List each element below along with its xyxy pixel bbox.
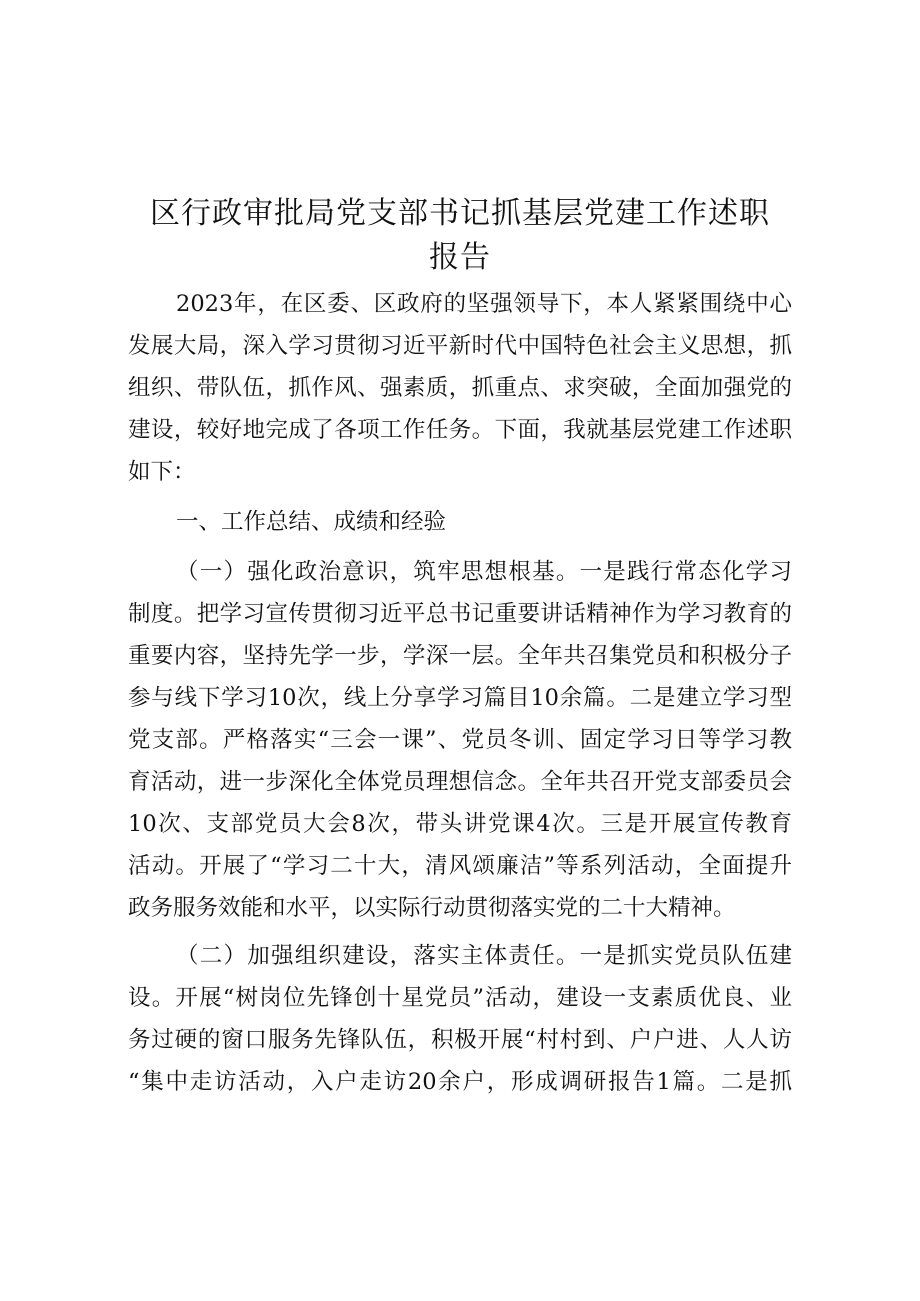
paragraph-line: 务过硬的窗口服务先锋队伍，积极开展“村村到、户户进、人人访 [128,1027,792,1053]
paragraph-line: （二）加强组织建设，落实主体责任。一是抓实党员队伍建 [176,943,792,969]
paragraph-line: 参与线下学习10次，线上分享学习篇目10余篇。二是建立学习型 [128,685,792,711]
intro-line: 建设，较好地完成了各项工作任务。下面，我就基层党建工作述职 [128,417,792,443]
paragraph-line: 活动。开展了“学习二十大，清风颂廉洁”等系列活动，全面提升 [128,853,792,879]
paragraph-line: 党支部。严格落实“三会一课”、党员冬训、固定学习日等学习教 [128,727,792,753]
intro-line: 如下： [128,459,196,485]
paragraph-line: 育活动，进一步深化全体党员理想信念。全年共召开党支部委员会 [128,769,792,795]
paragraph-line: 政务服务效能和水平，以实际行动贯彻落实党的二十大精神。 [128,895,736,921]
paragraph-line: 制度。把学习宣传贯彻习近平总书记重要讲话精神作为学习教育的 [128,601,792,627]
intro-line: 2023年，在区委、区政府的坚强领导下，本人紧紧围绕中心 [176,291,792,317]
section-heading: 一、工作总结、成绩和经验 [176,509,447,535]
document-title-line-2: 报告 [429,240,491,275]
paragraph-line: 10次、支部党员大会8次，带头讲党课4次。三是开展宣传教育 [128,811,792,837]
paragraph-line: 设。开展“树岗位先锋创十星党员”活动，建设一支素质优良、业 [128,985,792,1011]
paragraph-line: 重要内容，坚持先学一步，学深一层。全年共召集党员和积极分子 [128,643,792,669]
paragraph-line: “集中走访活动，入户走访20余户，形成调研报告1篇。二是抓 [128,1069,792,1095]
document-title-line-1: 区行政审批局党支部书记抓基层党建工作述职 [150,196,770,231]
intro-line: 发展大局，深入学习贯彻习近平新时代中国特色社会主义思想，抓 [128,333,792,359]
intro-line: 组织、带队伍，抓作风、强素质，抓重点、求突破，全面加强党的 [128,375,792,401]
paragraph-line: （一）强化政治意识，筑牢思想根基。一是践行常态化学习 [176,559,792,585]
